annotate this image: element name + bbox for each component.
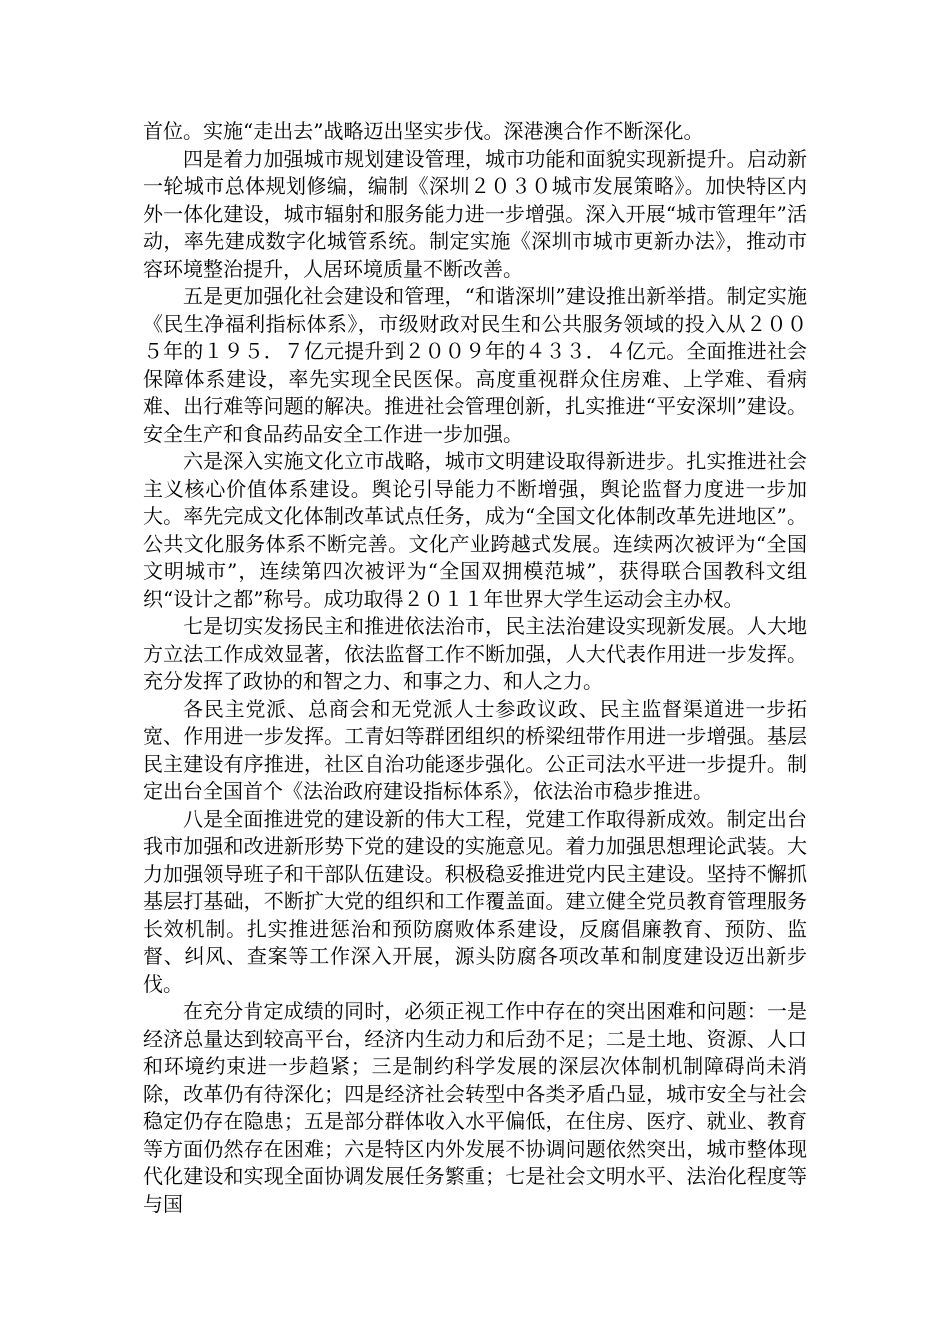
paragraph-4: 六是深入实施文化立市战略，城市文明建设取得新进步。扎实推进社会主义核心价值体系建设。舆论引导能力不断增强，舆论监督力度进一步加大。率先完成文化体制改革试点任务，成为“全国文化体制改革先进地区”。公共文化服务体系不断完善。文化产业跨越式发展。连续两次被评为“全国文明城市”，连续第四次被评为“全国双拥模范城”，获得联合国教科文组织“设计之都”称号。成功取得２０１１年世界大学生运动会主办权。 <box>143 449 807 611</box>
paragraph-6: 各民主党派、总商会和无党派人士参政议政、民主监督渠道进一步拓宽、作用进一步发挥。工青妇等群团组织的桥梁纽带作用进一步增强。基层民主建设有序推进，社区自治功能逐步强化。公正司法水平进一步提升。制定出台全国首个《法治政府建设指标体系》，依法治市稳步推进。 <box>143 696 807 803</box>
paragraph-8: 在充分肯定成绩的同时，必须正视工作中存在的突出困难和问题：一是经济总量达到较高平台，经济内生动力和后劲不足；二是土地、资源、人口和环境约束进一步趋紧；三是制约科学发展的深层次体制机制障碍尚未消除，改革仍有待深化；四是经济社会转型中各类矛盾凸显，城市安全与社会稳定仍存在隐患；五是部分群体收入水平偏低，在住房、医疗、就业、教育等方面仍然存在困难；六是特区内外发展不协调问题依然突出，城市整体现代化建设和实现全面协调发展任务繁重；七是社会文明水平、法治化程度等与国 <box>143 999 807 1216</box>
paragraph-1: 首位。实施“走出去”战略迈出坚实步伐。深港澳合作不断深化。 <box>143 119 704 143</box>
paragraph-5: 七是切实发扬民主和推进依法治市，民主法治建设实现新发展。人大地方立法工作成效显著，依法监督工作不断加强，人大代表作用进一步发挥。充分发挥了政协的和智之力、和事之力、和人之力。 <box>143 614 807 693</box>
paragraph-7: 八是全面推进党的建设新的伟大工程，党建工作取得新成效。制定出台我市加强和改进新形势下党的建设的实施意见。着力加强思想理论武装。大力加强领导班子和干部队伍建设。积极稳妥推进党内民主建设。坚持不懈抓基层打基础，不断扩大党的组织和工作覆盖面。建立健全党员教育管理服务长效机制。扎实推进惩治和预防腐败体系建设，反腐倡廉教育、预防、监督、纠风、查案等工作深入开展，源头防腐各项改革和制度建设迈出新步伐。 <box>143 806 807 996</box>
paragraph-3: 五是更加强化社会建设和管理，“和谐深圳”建设推出新举措。制定实施《民生净福利指标体系》，市级财政对民生和公共服务领域的投入从２００５年的１９５．７亿元提升到２００９年的４３３．４亿元。全面推进社会保障体系建设，率先实现全民医保。高度重视群众住房难、上学难、看病难、出行难等问题的解决。推进社会管理创新，扎实推进“平安深圳”建设。安全生产和食品药品安全工作进一步加强。 <box>143 284 807 446</box>
document-body <box>143 118 807 1218</box>
paragraph-2: 四是着力加强城市规划建设管理，城市功能和面貌实现新提升。启动新一轮城市总体规划修编，编制《深圳２０３０城市发展策略》。加快特区内外一体化建设，城市辐射和服务能力进一步增强。深入开展“城市管理年”活动，率先建成数字化城管系统。制定实施《深圳市城市更新办法》，推动市容环境整治提升，人居环境质量不断改善。 <box>143 146 807 281</box>
